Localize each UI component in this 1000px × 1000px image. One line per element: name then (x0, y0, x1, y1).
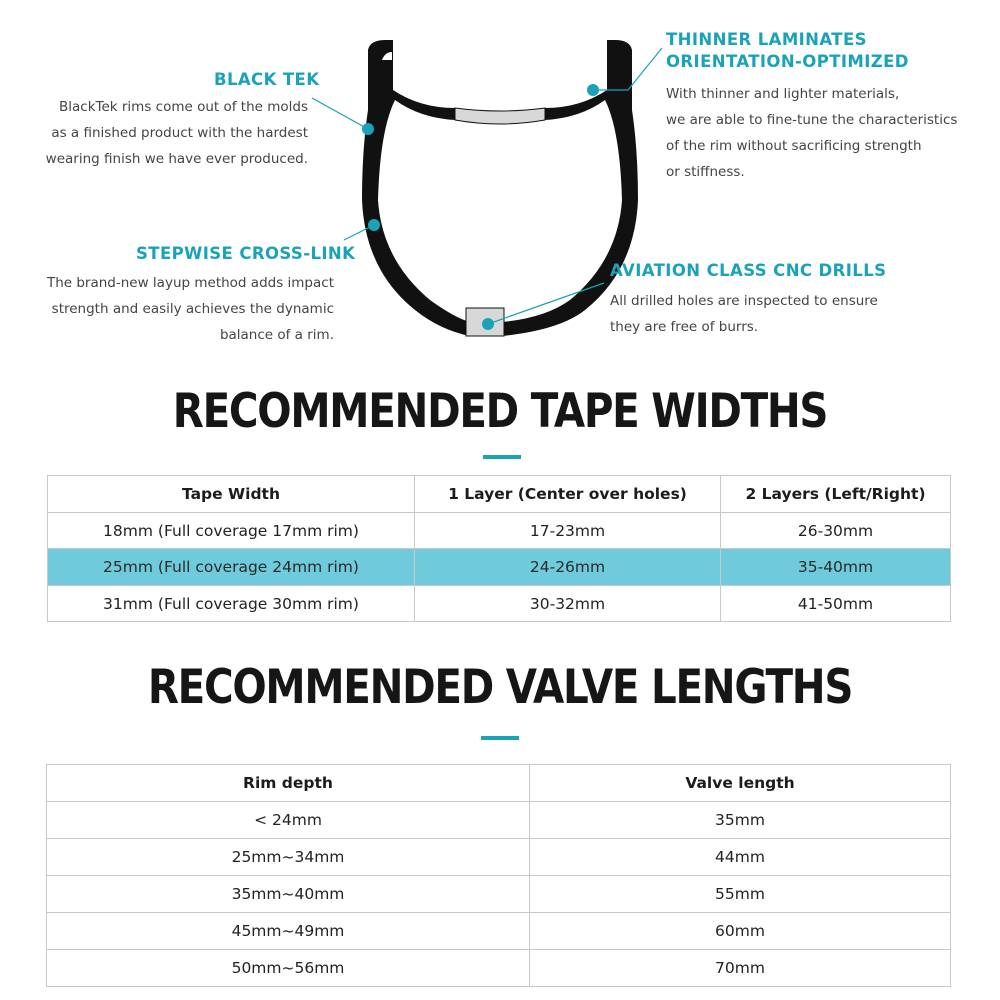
callout-body-aviation (610, 288, 878, 340)
valve-table (46, 764, 951, 987)
callout-line: With thinner and lighter materials, (666, 86, 900, 102)
table-row-highlighted (48, 549, 951, 586)
callout-dot (587, 84, 599, 96)
callout-title-stepwise: STEPWISE CROSS-LINK (136, 244, 356, 263)
tape-cell: 18mm (Full coverage 17mm rim) (48, 513, 415, 549)
valve-cell: 50mm~56mm (47, 950, 530, 987)
valve-cell: 35mm~40mm (47, 876, 530, 913)
callout-line: All drilled holes are inspected to ensure (610, 293, 878, 309)
callout-line: as a finished product with the hardest (51, 125, 308, 141)
valve-cell: 55mm (530, 876, 951, 913)
callout-line: of the rim without sacrificing strength (666, 138, 922, 154)
tape-cell: 35-40mm (721, 549, 951, 586)
callout-title-black-tek: BLACK TEK (214, 70, 320, 89)
valve-cell: < 24mm (47, 802, 530, 839)
callout-line: The brand-new layup method adds impact (46, 275, 334, 291)
tape-table (47, 475, 951, 622)
callout-title-thinner-2: ORIENTATION-OPTIMIZED (666, 52, 909, 71)
callout-dot (362, 123, 374, 135)
tape-cell: 31mm (Full coverage 30mm rim) (48, 586, 415, 622)
callout-dot (368, 219, 380, 231)
callout-title-thinner-1: THINNER LAMINATES (666, 30, 867, 49)
table-row (48, 513, 951, 549)
tape-cell: 30-32mm (415, 586, 721, 622)
valve-cell: 70mm (530, 950, 951, 987)
tape-cell: 24-26mm (415, 549, 721, 586)
valve-cell: 60mm (530, 913, 951, 950)
callout-body-black-tek (40, 94, 308, 172)
callout-line: wearing finish we have ever produced. (45, 151, 308, 167)
valve-accent-bar (481, 736, 519, 740)
rim-bed (455, 108, 545, 124)
table-row (48, 586, 951, 622)
tape-header-cell: 1 Layer (Center over holes) (415, 476, 721, 513)
tape-cell: 26-30mm (721, 513, 951, 549)
valve-section-title: RECOMMENDED VALVE LENGTHS (147, 660, 853, 715)
callout-line: strength and easily achieves the dynamic (51, 301, 334, 317)
rim-shell (362, 40, 470, 336)
table-row (47, 802, 951, 839)
table-row (47, 876, 951, 913)
valve-header-cell: Valve length (530, 765, 951, 802)
tape-header-cell: 2 Layers (Left/Right) (721, 476, 951, 513)
table-row (47, 950, 951, 987)
tape-cell: 41-50mm (721, 586, 951, 622)
valve-cell: 25mm~34mm (47, 839, 530, 876)
callout-title-aviation: AVIATION CLASS CNC DRILLS (610, 261, 887, 280)
table-row (47, 913, 951, 950)
valve-cell: 45mm~49mm (47, 913, 530, 950)
callout-body-thinner (666, 81, 957, 185)
valve-cell: 44mm (530, 839, 951, 876)
callout-line: we are able to fine-tune the characteristics (666, 112, 958, 128)
callout-line: BlackTek rims come out of the molds (58, 99, 308, 115)
valve-header-row (47, 765, 951, 802)
tape-header-cell: Tape Width (48, 476, 415, 513)
valve-cell: 35mm (530, 802, 951, 839)
tape-cell: 25mm (Full coverage 24mm rim) (48, 549, 415, 586)
callout-line: or stiffness. (666, 164, 745, 180)
valve-header-cell: Rim depth (47, 765, 530, 802)
callout-line: balance of a rim. (219, 327, 334, 343)
table-row (47, 839, 951, 876)
tape-cell: 17-23mm (415, 513, 721, 549)
tape-header-row (48, 476, 951, 513)
callout-dot (482, 318, 494, 330)
tape-accent-bar (483, 455, 521, 459)
tape-section-title: RECOMMENDED TAPE WIDTHS (172, 384, 828, 439)
callout-line: they are free of burrs. (610, 319, 759, 335)
callout-body-stepwise (30, 270, 334, 348)
